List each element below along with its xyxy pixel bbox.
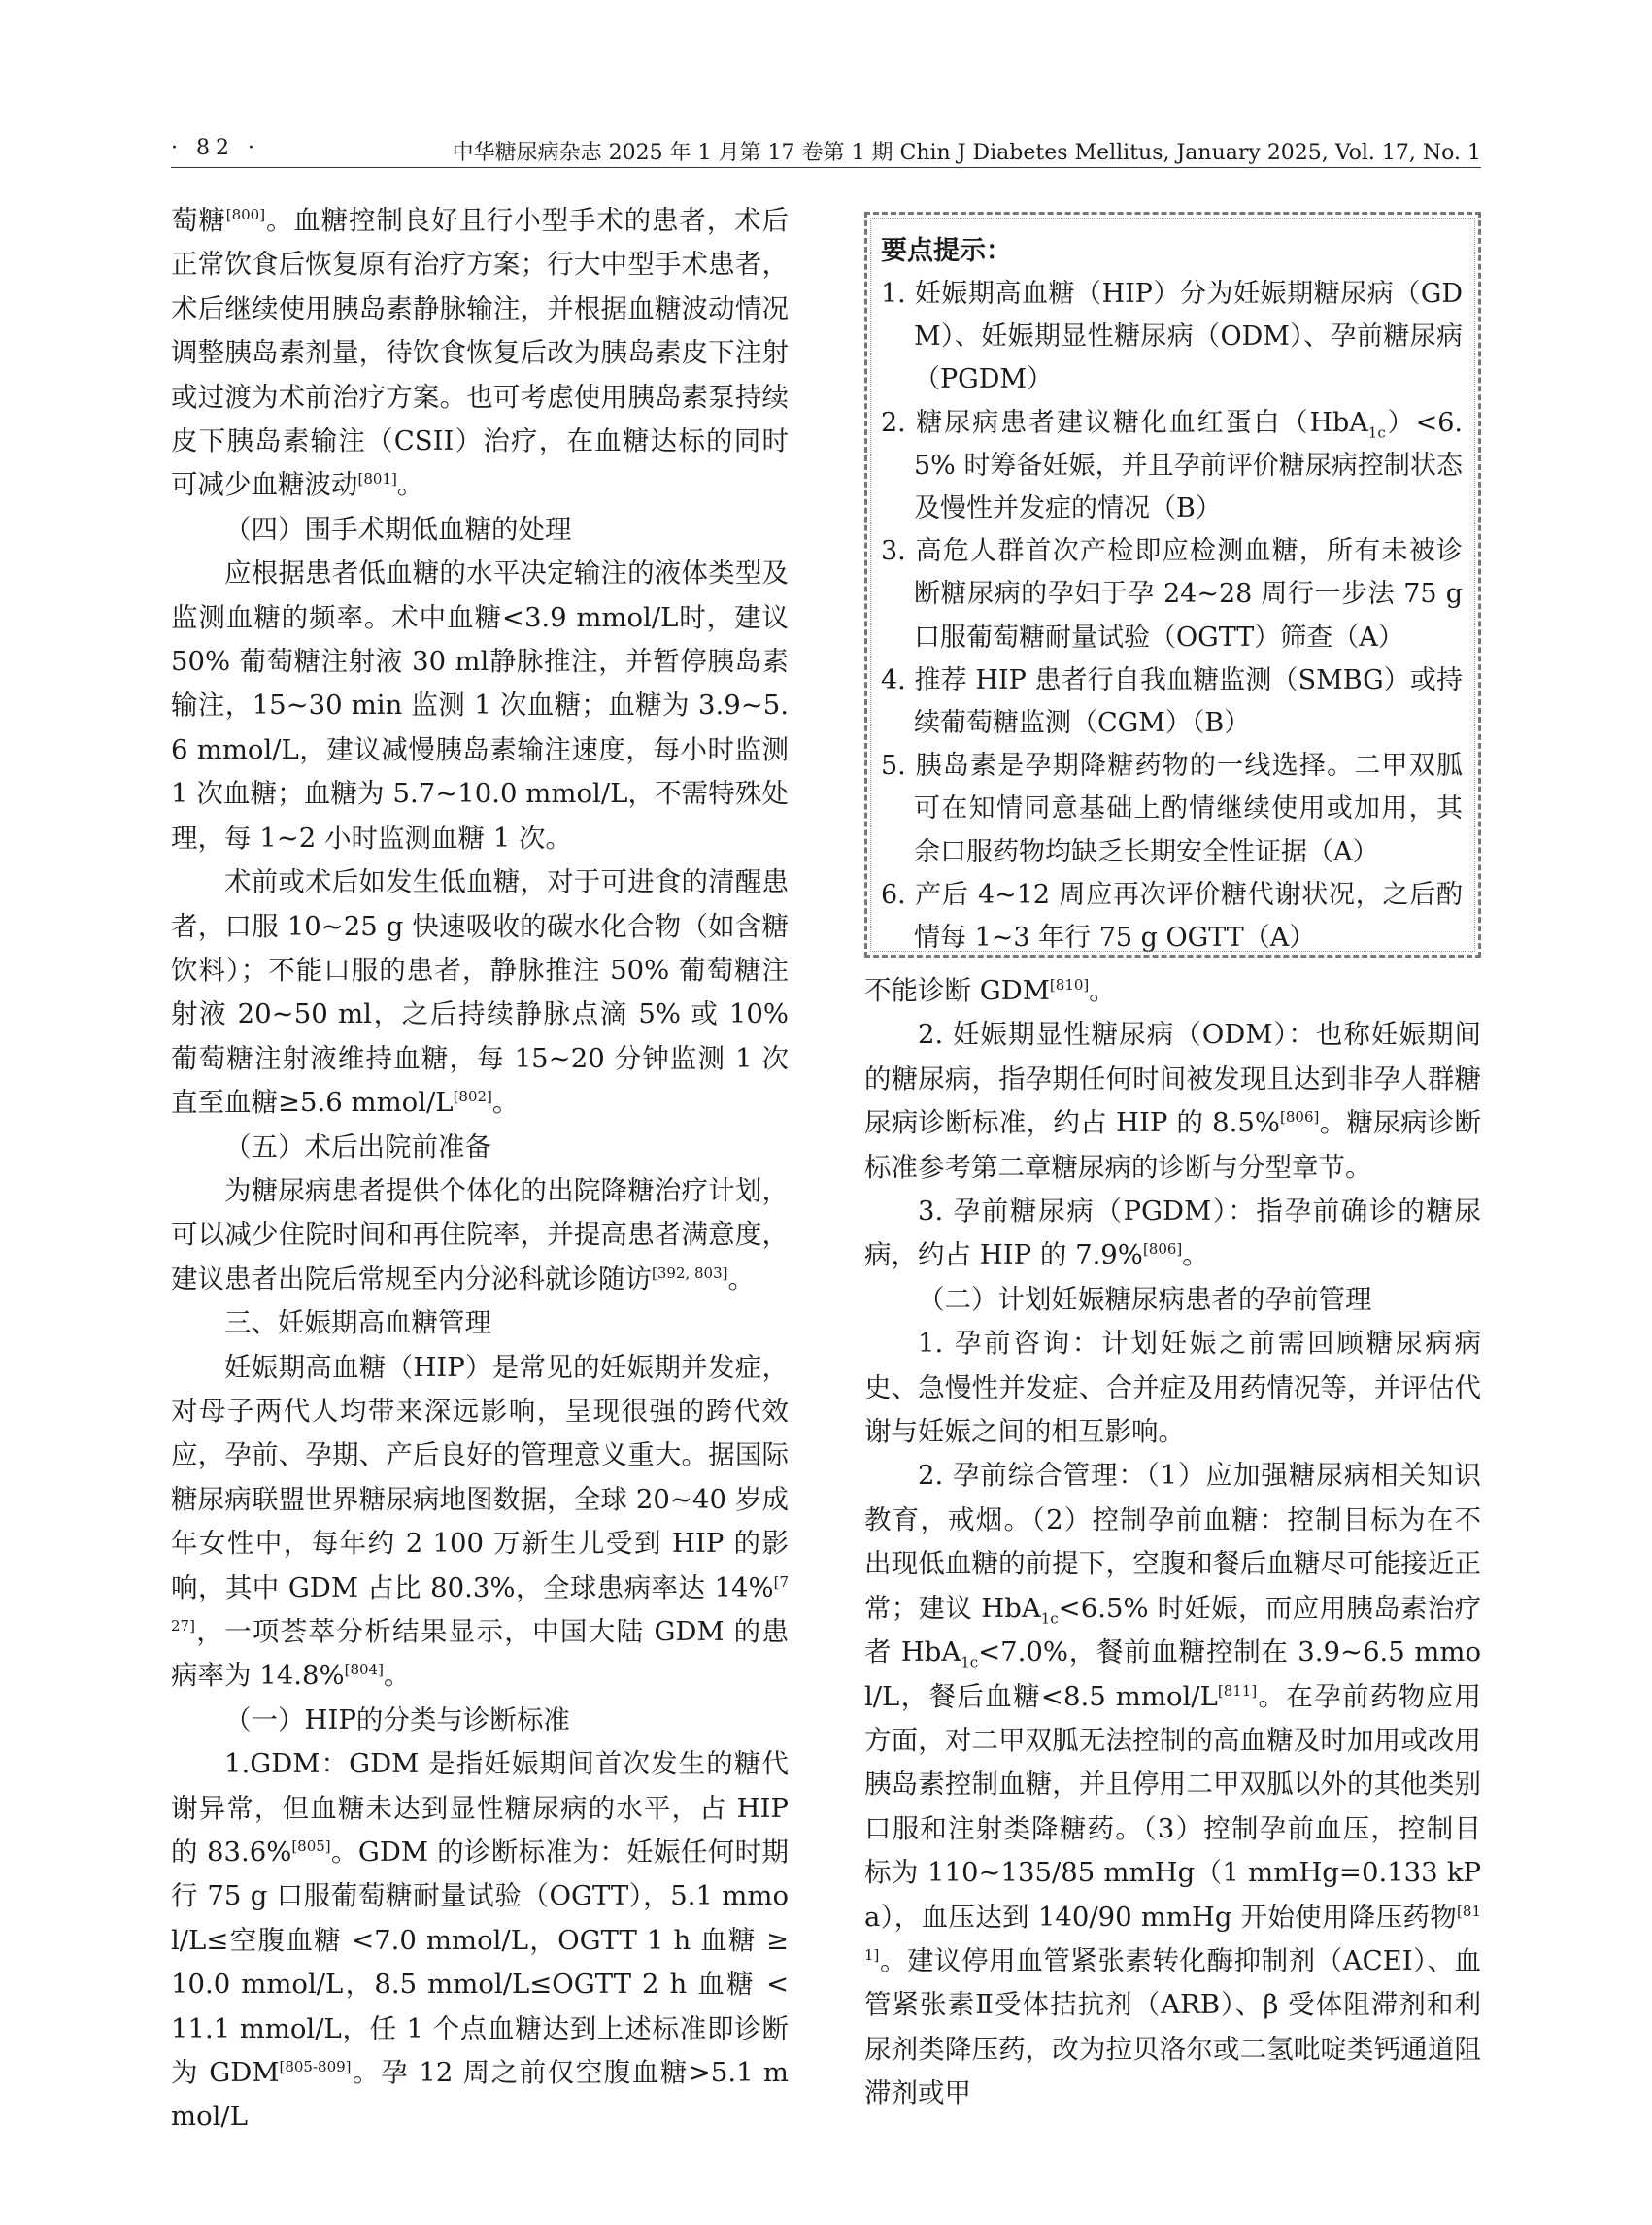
paragraph-preconception-management: 2. 孕前综合管理：（1）应加强糖尿病相关知识教育，戒烟。（2）控制孕前血糖：控制目标为在不出现低血糖的前提下，空腹和餐后血糖尽可能接近正常；建议 HbA$_{1c}$<6.5% 时妊娠，而应用胰岛素治疗者 HbA$_{1c}$<7.0%，餐前血糖控制在 3.9~6.5 mmol/L，餐后血糖<8.5 mmol/L[811]。在孕前药物应用方面，对二甲双胍无法控制的高血糖及时加用或改用胰岛素控制血糖，并且停用二甲双胍以外的其他类别口服和注射类降糖药。（3）控制孕前血压，控制目标为 110~135/85 mmHg（1 mmHg=0.133 kPa），血压达到 140/90 mmHg 开始使用降压药物[811]。建议停用血管紧张素转化酶抑制剂（ACEI）、血管紧张素Ⅱ受体拮抗剂（ARB）、β 受体阻滞剂和利尿剂类降压药，改为拉贝洛尔或二氢吡啶类钙通道阻滞剂或甲	[864, 1460, 1482, 2109]
citation-ref: [811]	[864, 1902, 1481, 1964]
journal-citation: 中华糖尿病杂志 2025 年 1 月第 17 卷第 1 期 Chin J Diabetes Mellitus, January 2025, Vol. 17, No. 1	[452, 141, 1481, 165]
citation-ref: [806]	[1142, 1240, 1183, 1259]
paragraph-preconception-counseling: 1. 孕前咨询：计划妊娠之前需回顾糖尿病病史、急慢性并发症、合并症及用药情况等，并评估代谢与妊娠之间的相互影响。	[864, 1328, 1481, 1448]
citation-ref: [802]	[453, 1087, 492, 1105]
left-column	[171, 199, 789, 2140]
page-number: · 82 ·	[171, 136, 260, 160]
paragraph-discharge: 为糖尿病患者提供个体化的出院降糖治疗计划，可以减少住院时间和再住院率，并提高患者满意度，建议患者出院后常规至内分泌科就诊随访[392, 803]。	[171, 1174, 789, 1295]
section-heading-hip: 三、妊娠期高血糖管理	[224, 1307, 491, 1339]
key-point-1: 1. 妊娠期高血糖（HIP）分为妊娠期糖尿病（GDM）、妊娠期显性糖尿病（ODM）、孕前糖尿病（PGDM）	[881, 279, 1463, 395]
citation-ref: [727]	[171, 1572, 789, 1635]
citation-ref: [800]	[225, 205, 266, 223]
citation-ref: [810]	[1049, 975, 1090, 994]
paragraph-perioperative-insulin: 萄糖[800]。血糖控制良好且行小型手术的患者，术后正常饮食后恢复原有治疗方案；行大中型手术患者，术后继续使用胰岛素静脉输注，并根据血糖波动情况调整胰岛素剂量，待饮食恢复后改为胰岛素皮下注射或过渡为术前治疗方案。也可考虑使用胰岛素泵持续皮下胰岛素输注（CSII）治疗，在血糖达标的同时可减少血糖波动[801]。	[171, 205, 790, 501]
paragraph-pgdm: 3. 孕前糖尿病（PGDM）：指孕前确诊的糖尿病，约占 HIP 的 7.9%[806]。	[864, 1196, 1481, 1271]
section-heading-hip-classification: （一）HIP的分类与诊断标准	[224, 1703, 570, 1736]
citation-ref: [805]	[291, 1837, 331, 1855]
section-heading-preconception: （二）计划妊娠糖尿病患者的孕前管理	[918, 1283, 1372, 1315]
section-heading-hypoglycemia: （四）围手术期低血糖的处理	[224, 513, 572, 545]
key-point-2: 2. 糖尿病患者建议糖化血红蛋白（HbA$_{1c}$）<6.5% 时筹备妊娠，并且孕前评价糖尿病控制状态及慢性并发症的情况（B）	[881, 407, 1463, 524]
running-header	[171, 134, 1481, 168]
right-column	[864, 969, 1481, 2116]
key-points-box	[864, 212, 1481, 958]
key-point-3: 3. 高危人群首次产检即应检测血糖，所有未被诊断糖尿病的孕妇于孕 24~28 周行一步法 75 g 口服葡萄糖耐量试验（OGTT）筛查（A）	[881, 536, 1463, 653]
paragraph-odm: 2. 妊娠期显性糖尿病（ODM）：也称妊娠期间的糖尿病，指孕期任何时间被发现且达到非孕人群糖尿病诊断标准，约占 HIP 的 8.5%[806]。糖尿病诊断标准参考第二章糖尿病的诊断与分型章节。	[864, 1019, 1482, 1183]
key-points-title: 要点提示：	[881, 236, 1012, 266]
paragraph-hypoglycemia-treatment: 术前或术后如发生低血糖，对于可进食的清醒患者，口服 10~25 g 快速吸收的碳水化合物（如含糖饮料）；不能口服的患者，静脉推注 50% 葡萄糖注射液 20~50 ml，之后持续静脉点滴 5% 或 10% 葡萄糖注射液维持血糖，每 15~20 分钟监测 1 次直至血糖≥5.6 mmol/L[802]。	[171, 866, 789, 1119]
paragraph-hip-intro: 妊娠期高血糖（HIP）是常见的妊娠期并发症，对母子两代人均带来深远影响，呈现很强的跨代效应，孕前、孕期、产后良好的管理意义重大。据国际糖尿病联盟世界糖尿病地图数据，全球 20~40 岁成年女性中，每年约 2 100 万新生儿受到 HIP 的影响，其中 GDM 占比 80.3%，全球患病率达 14%[727]，一项荟萃分析结果显示，中国大陆 GDM 的患病率为 14.8%[804]。	[171, 1351, 789, 1692]
citation-ref: [804]	[344, 1661, 384, 1679]
citation-ref: [392, 803]	[652, 1264, 728, 1282]
paragraph-gdm-continued: 不能诊断 GDM[810]。	[864, 975, 1116, 1006]
citation-ref: [811]	[1217, 1681, 1258, 1700]
citation-ref: [806]	[1280, 1108, 1320, 1127]
paragraph-hypoglycemia-infusion: 应根据患者低血糖的水平决定输注的液体类型及监测血糖的频率。术中血糖<3.9 mmol/L时，建议 50% 葡萄糖注射液 30 ml静脉推注，并暂停胰岛素输注，15~30 min 监测 1 次血糖；血糖为 3.9~5.6 mmol/L，建议减慢胰岛素输注速度，每小时监测 1 次血糖；血糖为 5.7~10.0 mmol/L，不需特殊处理，每 1~2 小时监测血糖 1 次。	[171, 557, 789, 854]
citation-ref: [801]	[357, 470, 397, 489]
key-point-4: 4. 推荐 HIP 患者行自我血糖监测（SMBG）或持续葡萄糖监测（CGM）（B）	[881, 664, 1463, 739]
key-point-5: 5. 胰岛素是孕期降糖药物的一线选择。二甲双胍可在知情同意基础上酌情继续使用或加用，其余口服药物均缺乏长期安全性证据（A）	[881, 751, 1463, 867]
paragraph-gdm: 1.GDM：GDM 是指妊娠期间首次发生的糖代谢异常，但血糖未达到显性糖尿病的水平，占 HIP 的 83.6%[805]。GDM 的诊断标准为：妊娠任何时期行 75 g 口服葡萄糖耐量试验（OGTT），5.1 mmol/L≤空腹血糖 <7.0 mmol/L，OGTT 1 h 血糖 ≥ 10.0 mmol/L，8.5 mmol/L≤OGTT 2 h 血糖 < 11.1 mmol/L，任 1 个点血糖达到上述标准即诊断为 GDM[805-809]。孕 12 周之前仅空腹血糖>5.1 mmol/L	[171, 1748, 789, 2133]
citation-ref: [805-809]	[279, 2057, 352, 2075]
key-point-6: 6. 产后 4~12 周应再次评价糖代谢状况，之后酌情每 1~3 年行 75 g OGTT（A）	[881, 879, 1463, 954]
section-heading-discharge: （五）术后出院前准备	[224, 1130, 491, 1163]
